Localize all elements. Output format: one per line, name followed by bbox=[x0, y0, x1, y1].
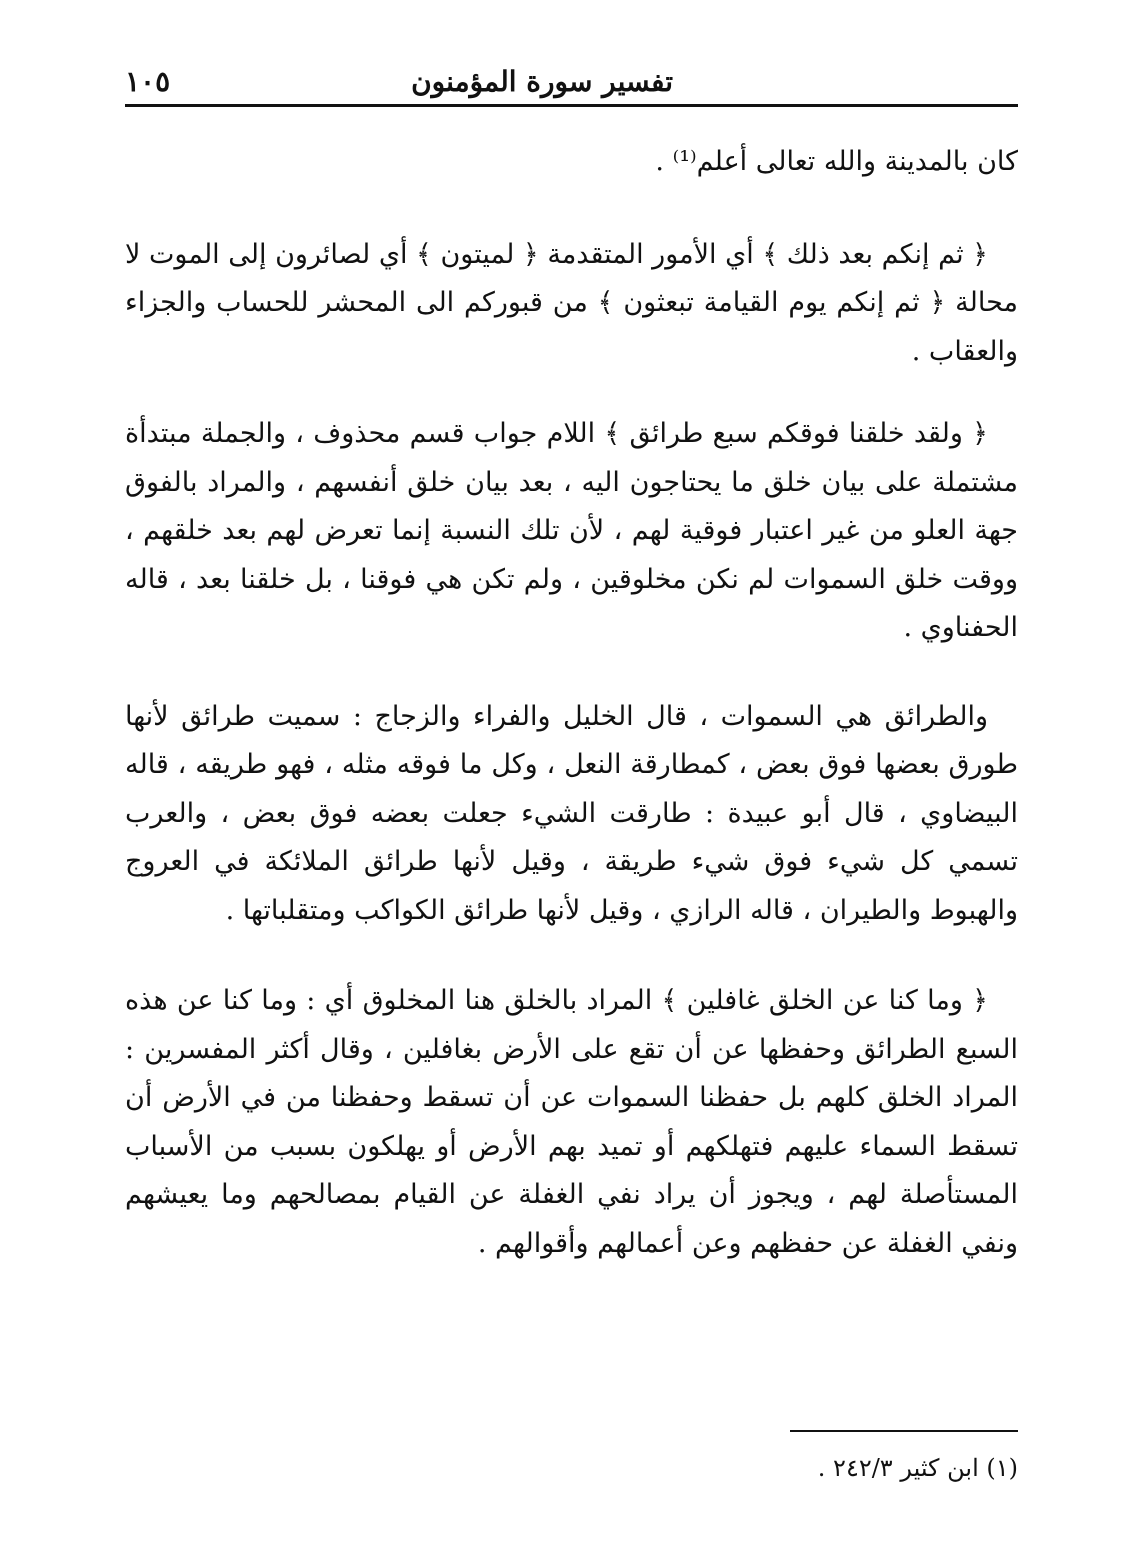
paragraph-2: ﴿ ثم إنكم بعد ذلك ﴾ أي الأمور المتقدمة ﴿ لميتون ﴾ أي لصائرون إلى الموت لا محالة ﴿ ثم إنكم يوم القيامة تبعثون ﴾ من قبوركم الى المحشر للحساب والجزاء والعقاب . bbox=[125, 238, 1018, 367]
header-divider bbox=[125, 104, 1018, 107]
header-title: تفسير سورة المؤمنون bbox=[411, 65, 673, 98]
paragraph-gap bbox=[125, 935, 1018, 977]
paragraph-5: ﴿ وما كنا عن الخلق غافلين ﴾ المراد بالخلق هنا المخلوق أي : وما كنا عن هذه السبع الطرائق وحفظها عن أن تقع على الأرض بغافلين ، وقال أكثر المفسرين : المراد الخلق كلهم بل حفظنا السموات عن أن تسقط وحفظنا من في الأرض أن تسقط السماء عليهم فتهلكهم أو تميد بهم الأرض أو يهلكون بسبب من الأسباب المستأصلة لهم ، ويجوز أن يراد نفي الغفلة عن القيام بمصالحهم وما يعيشهم ونفي الغفلة عن حفظهم وعن أعمالهم وأقوالهم . bbox=[125, 985, 1018, 1259]
paragraph-3: ﴿ ولقد خلقنا فوقكم سبع طرائق ﴾ اللام جواب قسم محذوف ، والجملة مبتدأة مشتملة على بيان خلق ما يحتاجون اليه ، بعد بيان خلق أنفسهم ، والمراد بالفوق جهة العلو من غير اعتبار فوقية لهم ، لأن تلك النسبة إنما تعرض لهم بعد خلقهم ، ووقت خلق السموات لم نكن مخلوقين ، ولم تكن هي فوقنا ، بل خلقنا بعد ، قاله الحفناوي . bbox=[125, 418, 1018, 643]
paragraph-gap bbox=[125, 376, 1018, 410]
footnote-divider bbox=[790, 1430, 1018, 1432]
paragraph-4: والطرائق هي السموات ، قال الخليل والفراء والزجاج : سميت طرائق لأنها طورق بعضها فوق بعض ، كمطارقة النعل ، وكل ما فوقه مثله ، فهو طريقه ، قاله البيضاوي ، قال أبو عبيدة : طارقت الشيء جعلت بعضه فوق بعض ، والعرب تسمي كل شيء فوق شيء طريقة ، وقيل لأنها طرائق الملائكة في العروج والهبوط والطيران ، قاله الرازي ، وقيل لأنها طرائق الكواكب ومتقلباتها . bbox=[125, 700, 1018, 926]
running-header bbox=[125, 62, 1018, 102]
paragraph-1: كان بالمدينة والله تعالى أعلم⁽¹⁾ . bbox=[655, 146, 1018, 177]
footnote: (١) ابن كثير ٢٤٢/٣ . bbox=[817, 1454, 1018, 1482]
paragraph-gap bbox=[125, 653, 1018, 693]
page-number: ١٠٥ bbox=[125, 65, 171, 98]
paragraph-gap bbox=[125, 187, 1018, 231]
body-text bbox=[125, 138, 1018, 1268]
